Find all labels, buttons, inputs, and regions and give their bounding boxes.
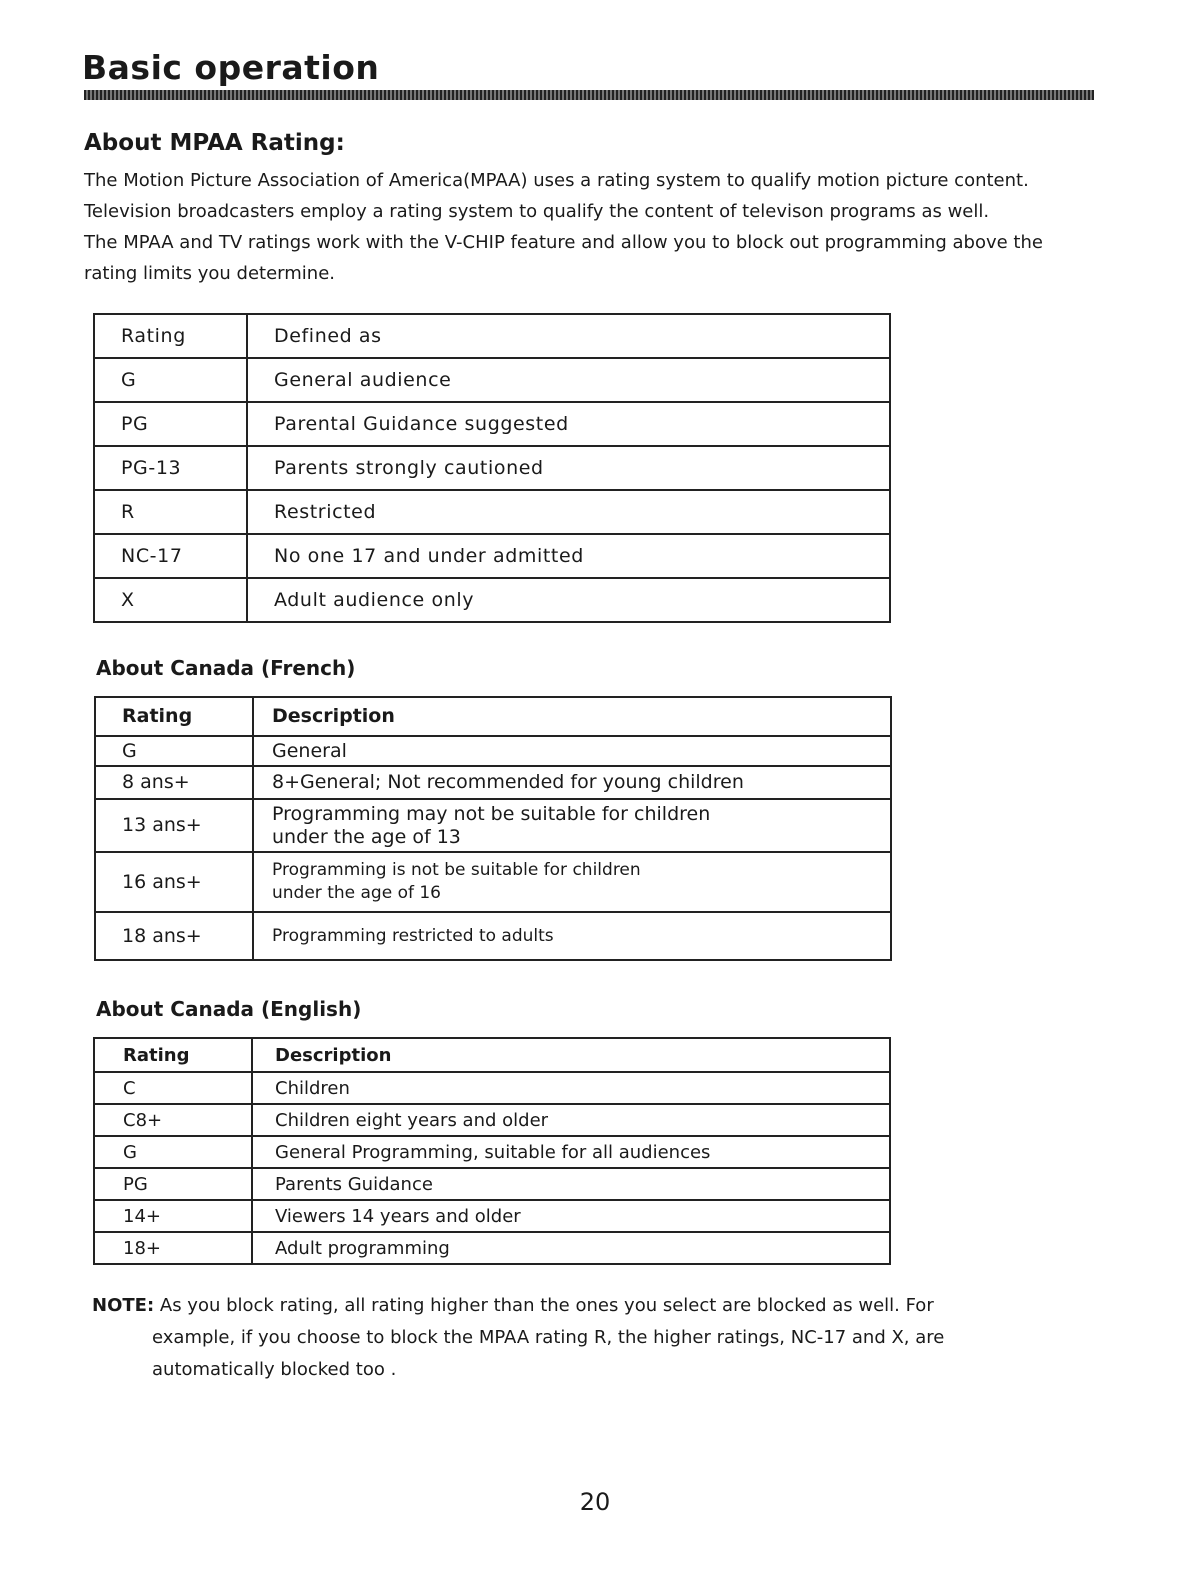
mpaa-heading: About MPAA Rating: <box>84 130 345 156</box>
header-cell: Defined as <box>247 314 890 358</box>
rating-cell: R <box>94 490 247 534</box>
table-row <box>94 1232 890 1264</box>
note-text: example, if you choose to block the MPAA rating R, the higher ratings, NC-17 and X, are <box>152 1327 945 1348</box>
canada-english-heading: About Canada (English) <box>96 997 362 1021</box>
header-cell: Rating <box>94 1038 252 1072</box>
note-text: automatically blocked too . <box>152 1359 397 1380</box>
description-cell: Viewers 14 years and older <box>252 1200 890 1232</box>
canada-french-table <box>94 696 892 961</box>
description-cell: General <box>253 736 891 766</box>
rating-cell: 16 ans+ <box>95 852 253 912</box>
description-cell: Children eight years and older <box>252 1104 890 1136</box>
description-cell: Programming may not be suitable for children under the age of 13 <box>253 799 891 852</box>
rating-cell: 13 ans+ <box>95 799 253 852</box>
rating-cell: 8 ans+ <box>95 766 253 799</box>
rating-cell: 18+ <box>94 1232 252 1264</box>
description-cell: Adult programming <box>252 1232 890 1264</box>
description-cell: General Programming, suitable for all audiences <box>252 1136 890 1168</box>
header-cell: Description <box>253 697 891 736</box>
note-text: As you block rating, all rating higher than the ones you select are blocked as well. For <box>159 1295 934 1316</box>
table-row <box>94 358 890 402</box>
rating-cell: 18 ans+ <box>95 912 253 960</box>
rating-cell: 14+ <box>94 1200 252 1232</box>
canada-english-table <box>93 1037 891 1265</box>
description-cell: General audience <box>247 358 890 402</box>
description-cell: Parents Guidance <box>252 1168 890 1200</box>
description-cell: Parental Guidance suggested <box>247 402 890 446</box>
table-row <box>95 799 891 852</box>
page-number: 20 <box>579 1488 611 1516</box>
table-row <box>94 1104 890 1136</box>
description-cell: Parents strongly cautioned <box>247 446 890 490</box>
table-row <box>95 852 891 912</box>
table-row <box>94 1072 890 1104</box>
table-row <box>94 490 890 534</box>
rating-cell: G <box>95 736 253 766</box>
intro-paragraph: Television broadcasters employ a rating system to qualify the content of televison programs as well. <box>84 201 990 222</box>
description-cell: Adult audience only <box>247 578 890 622</box>
description-cell: Programming is not be suitable for children under the age of 16 <box>253 852 891 912</box>
table-row <box>95 736 891 766</box>
table-row <box>95 912 891 960</box>
header-cell: Description <box>252 1038 890 1072</box>
header-cell: Rating <box>95 697 253 736</box>
rating-cell: C <box>94 1072 252 1104</box>
rating-cell: PG <box>94 402 247 446</box>
note-label: NOTE: <box>92 1295 155 1316</box>
table-header-row <box>95 697 891 736</box>
table-row <box>94 1200 890 1232</box>
rating-cell: G <box>94 1136 252 1168</box>
page-title: Basic operation <box>82 48 380 87</box>
rating-cell: C8+ <box>94 1104 252 1136</box>
table-row <box>95 766 891 799</box>
rating-cell: PG <box>94 1168 252 1200</box>
table-row <box>94 534 890 578</box>
table-header-row <box>94 314 890 358</box>
description-cell: 8+General; Not recommended for young children <box>253 766 891 799</box>
table-row <box>94 402 890 446</box>
rating-cell: PG-13 <box>94 446 247 490</box>
table-row <box>94 1168 890 1200</box>
table-row <box>94 446 890 490</box>
canada-french-heading: About Canada (French) <box>96 656 356 680</box>
mpaa-intro <box>84 165 1094 289</box>
intro-paragraph: The Motion Picture Association of America(MPAA) uses a rating system to qualify motion picture content. <box>84 170 1029 191</box>
table-header-row <box>94 1038 890 1072</box>
mpaa-rating-table <box>93 313 891 623</box>
table-row <box>94 1136 890 1168</box>
rating-cell: X <box>94 578 247 622</box>
note-block <box>92 1290 992 1386</box>
rating-cell: NC-17 <box>94 534 247 578</box>
description-cell: No one 17 and under admitted <box>247 534 890 578</box>
description-cell: Children <box>252 1072 890 1104</box>
description-cell: Restricted <box>247 490 890 534</box>
rating-cell: G <box>94 358 247 402</box>
intro-paragraph: The MPAA and TV ratings work with the V-CHIP feature and allow you to block out programming above the rating limits you determine. <box>84 232 1043 284</box>
description-cell: Programming restricted to adults <box>253 912 891 960</box>
table-row <box>94 578 890 622</box>
header-cell: Rating <box>94 314 247 358</box>
title-divider <box>84 90 1094 100</box>
